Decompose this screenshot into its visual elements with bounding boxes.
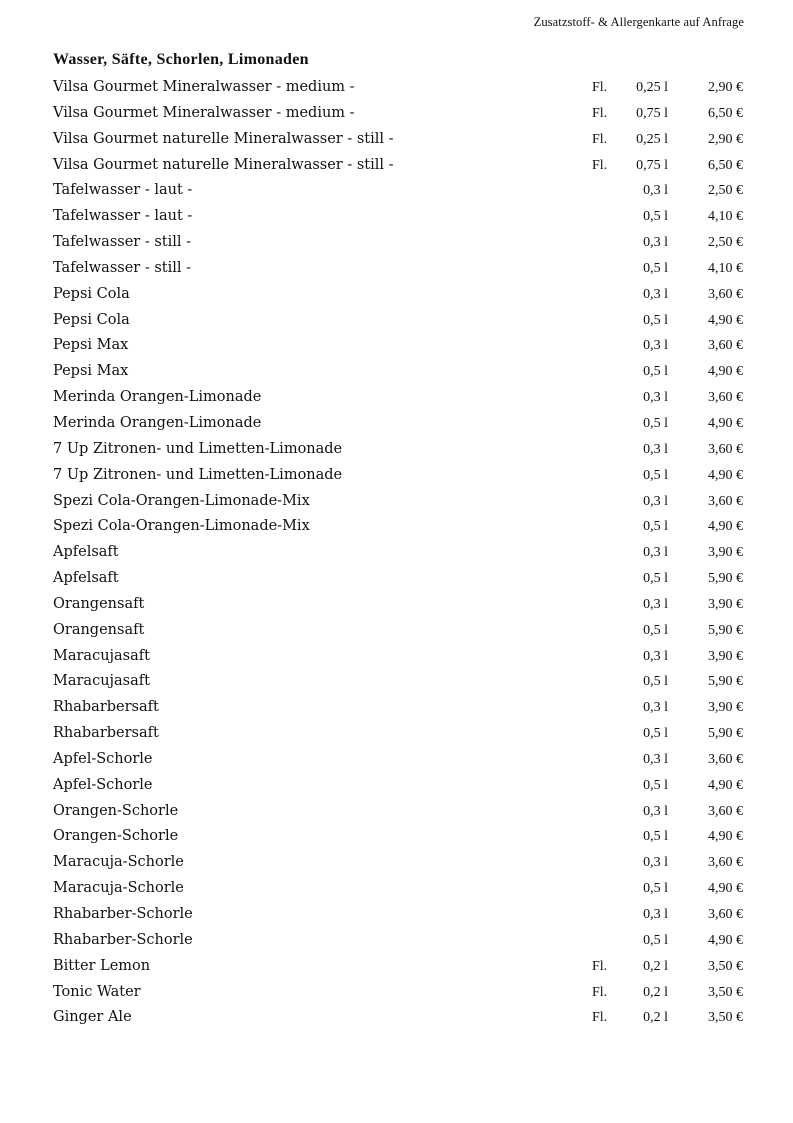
menu-item [53, 799, 743, 825]
item-name: Apfelsaft [53, 570, 119, 587]
menu-item [53, 437, 743, 463]
menu-item [53, 178, 743, 204]
item-name: Pepsi Cola [53, 285, 130, 302]
item-name: Tafelwasser - laut - [53, 208, 193, 225]
item-volume: 0,5 l [643, 260, 668, 276]
menu-item [53, 980, 743, 1006]
item-name: Bitter Lemon [53, 957, 151, 974]
menu-item [53, 514, 743, 540]
item-name: Orangen-Schorle [53, 802, 179, 819]
item-price: 3,60 € [708, 803, 743, 819]
item-unit: Fl. [592, 157, 608, 173]
item-volume: 0,5 l [643, 674, 668, 690]
menu-item [53, 954, 743, 980]
menu-item [53, 282, 743, 308]
item-volume: 0,5 l [643, 829, 668, 845]
menu-item [53, 773, 743, 799]
menu-item [53, 540, 743, 566]
section-title: Wasser, Säfte, Schorlen, Limonaden [53, 51, 309, 68]
item-name: Apfel-Schorle [53, 776, 153, 793]
item-name: Vilsa Gourmet naturelle Mineralwasser - still - [53, 130, 394, 147]
item-volume: 0,3 l [643, 545, 668, 561]
item-price: 6,50 € [708, 105, 743, 121]
item-volume: 0,5 l [643, 467, 668, 483]
item-name: Maracujasaft [53, 647, 150, 664]
item-price: 3,60 € [708, 751, 743, 767]
item-name: Rhabarber-Schorle [53, 931, 193, 948]
item-price: 4,90 € [708, 777, 743, 793]
menu-item [53, 747, 743, 773]
item-price: 3,60 € [708, 286, 743, 302]
item-name: Vilsa Gourmet Mineralwasser - medium - [53, 104, 355, 121]
item-volume: 0,5 l [643, 364, 668, 380]
item-name: Maracuja-Schorle [53, 880, 184, 897]
item-name: Ginger Ale [53, 1009, 132, 1026]
item-volume: 0,5 l [643, 571, 668, 587]
item-name: Tafelwasser - laut - [53, 182, 193, 199]
item-price: 4,10 € [708, 209, 743, 225]
menu-item [53, 876, 743, 902]
menu-item [53, 411, 743, 437]
item-unit: Fl. [592, 131, 608, 147]
item-price: 3,90 € [708, 596, 743, 612]
item-name: Spezi Cola-Orangen-Limonade-Mix [53, 518, 310, 535]
item-name: Pepsi Max [53, 363, 129, 380]
item-unit: Fl. [592, 80, 608, 95]
menu-item [53, 902, 743, 928]
item-price: 2,50 € [708, 235, 743, 251]
item-volume: 0,3 l [643, 700, 668, 716]
item-name: 7 Up Zitronen- und Limetten-Limonade [53, 440, 343, 457]
item-name: Tafelwasser - still - [53, 259, 192, 276]
item-volume: 0,3 l [643, 907, 668, 922]
item-price: 2,90 € [708, 80, 743, 95]
item-unit: Fl. [592, 984, 608, 1000]
item-unit: Fl. [592, 958, 608, 974]
menu-item [53, 669, 743, 695]
item-price: 4,90 € [708, 829, 743, 845]
item-volume: 0,5 l [643, 209, 668, 225]
item-name: 7 Up Zitronen- und Limetten-Limonade [53, 466, 343, 483]
item-volume: 0,3 l [643, 235, 668, 251]
item-name: Maracujasaft [53, 673, 150, 690]
item-unit: Fl. [592, 1010, 608, 1026]
menu-item [53, 824, 743, 850]
menu-item [53, 230, 743, 256]
item-volume: 0,3 l [643, 751, 668, 767]
item-price: 4,10 € [708, 260, 743, 276]
item-volume: 0,5 l [643, 777, 668, 793]
item-price: 4,90 € [708, 467, 743, 483]
item-name: Tonic Water [53, 983, 141, 1000]
menu-item [53, 385, 743, 411]
menu-item [53, 566, 743, 592]
item-volume: 0,5 l [643, 415, 668, 431]
item-name: Rhabarber-Schorle [53, 906, 193, 922]
item-price: 4,90 € [708, 519, 743, 535]
item-volume: 0,2 l [643, 984, 668, 1000]
menu-item [53, 256, 743, 282]
item-volume: 0,75 l [636, 157, 668, 173]
menu-item [53, 153, 743, 179]
item-name: Spezi Cola-Orangen-Limonade-Mix [53, 492, 310, 509]
drinks-menu-list [53, 75, 743, 1031]
item-price: 4,90 € [708, 415, 743, 431]
item-name: Maracuja-Schorle [53, 854, 184, 871]
item-volume: 0,25 l [636, 80, 668, 95]
menu-item [53, 850, 743, 876]
item-volume: 0,2 l [643, 1010, 668, 1026]
menu-item [53, 721, 743, 747]
item-name: Vilsa Gourmet Mineralwasser - medium - [53, 79, 355, 95]
item-name: Apfel-Schorle [53, 750, 153, 767]
item-name: Pepsi Max [53, 337, 129, 354]
item-price: 3,60 € [708, 338, 743, 354]
menu-item [53, 204, 743, 230]
menu-item [53, 359, 743, 385]
item-price: 3,90 € [708, 648, 743, 664]
item-volume: 0,3 l [643, 596, 668, 612]
item-volume: 0,3 l [643, 493, 668, 509]
item-volume: 0,5 l [643, 726, 668, 742]
item-price: 3,60 € [708, 493, 743, 509]
item-name: Orangensaft [53, 595, 145, 612]
item-name: Merinda Orangen-Limonade [53, 414, 262, 431]
menu-item [53, 489, 743, 515]
item-price: 5,90 € [708, 622, 743, 638]
item-volume: 0,3 l [643, 803, 668, 819]
item-volume: 0,3 l [643, 855, 668, 871]
item-volume: 0,3 l [643, 183, 668, 199]
item-volume: 0,5 l [643, 312, 668, 328]
menu-item [53, 618, 743, 644]
item-volume: 0,3 l [643, 286, 668, 302]
item-volume: 0,5 l [643, 622, 668, 638]
item-volume: 0,5 l [643, 881, 668, 897]
item-price: 3,90 € [708, 700, 743, 716]
allergen-note: Zusatzstoff- & Allergenkarte auf Anfrage [533, 15, 744, 29]
menu-item [53, 928, 743, 954]
menu-item [53, 101, 743, 127]
menu-item [53, 644, 743, 670]
item-volume: 0,3 l [643, 338, 668, 354]
menu-item [53, 463, 743, 489]
menu-item [53, 333, 743, 359]
item-price: 3,50 € [708, 1010, 743, 1026]
item-name: Apfelsaft [53, 544, 119, 561]
item-price: 3,50 € [708, 984, 743, 1000]
item-price: 4,90 € [708, 881, 743, 897]
menu-item [53, 127, 743, 153]
item-price: 5,90 € [708, 674, 743, 690]
item-price: 3,90 € [708, 545, 743, 561]
item-price: 3,60 € [708, 855, 743, 871]
item-name: Tafelwasser - still - [53, 234, 192, 251]
item-price: 3,60 € [708, 390, 743, 406]
item-price: 4,90 € [708, 312, 743, 328]
menu-item [53, 695, 743, 721]
item-price: 3,60 € [708, 441, 743, 457]
item-volume: 0,25 l [636, 131, 668, 147]
item-price: 2,50 € [708, 183, 743, 199]
item-volume: 0,3 l [643, 648, 668, 664]
item-unit: Fl. [592, 105, 608, 121]
menu-item [53, 1005, 743, 1031]
item-name: Merinda Orangen-Limonade [53, 389, 262, 406]
item-price: 5,90 € [708, 726, 743, 742]
item-volume: 0,3 l [643, 441, 668, 457]
item-price: 5,90 € [708, 571, 743, 587]
item-name: Orangensaft [53, 621, 145, 638]
menu-item [53, 592, 743, 618]
item-name: Rhabarbersaft [53, 699, 159, 716]
menu-item [53, 75, 743, 101]
menu-item [53, 308, 743, 334]
item-volume: 0,2 l [643, 958, 668, 974]
item-volume: 0,3 l [643, 390, 668, 406]
item-price: 2,90 € [708, 131, 743, 147]
item-price: 4,90 € [708, 364, 743, 380]
item-price: 6,50 € [708, 157, 743, 173]
item-volume: 0,75 l [636, 105, 668, 121]
item-name: Vilsa Gourmet naturelle Mineralwasser - still - [53, 156, 394, 173]
item-price: 3,60 € [708, 907, 743, 922]
item-price: 3,50 € [708, 958, 743, 974]
item-name: Pepsi Cola [53, 311, 130, 328]
item-volume: 0,5 l [643, 519, 668, 535]
item-name: Orangen-Schorle [53, 828, 179, 845]
item-name: Rhabarbersaft [53, 725, 159, 742]
item-volume: 0,5 l [643, 932, 668, 948]
item-price: 4,90 € [708, 932, 743, 948]
